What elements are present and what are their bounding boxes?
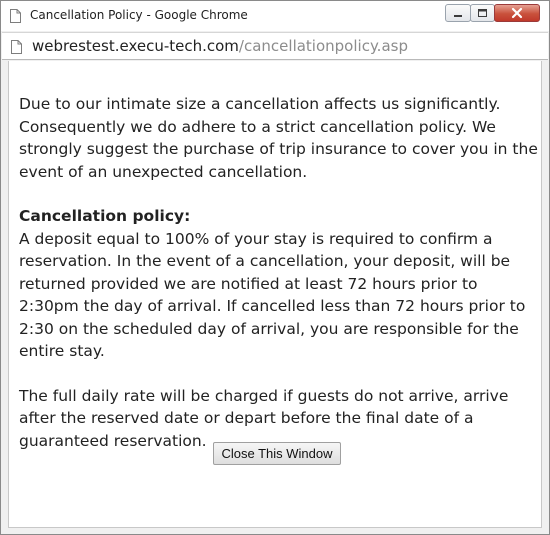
url-host: webrestest.execu-tech.com [32, 37, 239, 55]
address-bar[interactable] [2, 32, 548, 60]
page-icon [10, 8, 21, 22]
close-icon [495, 5, 539, 21]
url-path: /cancellationpolicy.asp [238, 37, 408, 55]
minimize-icon [446, 5, 470, 21]
policy-text-block [19, 93, 539, 452]
policy-heading: Cancellation policy: [19, 207, 191, 225]
url-text[interactable] [32, 37, 408, 55]
policy-paragraph: A deposit equal to 100% of your stay is required to confirm a reservation. In the event of a cancellation, your deposit, will be returned provided we are notified at least 72 hours prior to 2:30pm the day of arrival. If cancelled less than 72 hours prior to 2:30 on the scheduled day of arrival, you are responsible for the entire stay. [19, 229, 526, 360]
page-icon [11, 39, 22, 53]
close-window-button[interactable]: Close This Window [213, 442, 341, 465]
title-bar [1, 1, 549, 31]
maximize-button[interactable] [470, 4, 495, 22]
page-content [8, 61, 542, 528]
maximize-icon [471, 5, 494, 21]
minimize-button[interactable] [445, 4, 471, 22]
daily-rate-paragraph: The full daily rate will be charged if guests do not arrive, arrive after the reserved date or depart before the final date of a guaranteed reservation. [19, 386, 509, 450]
intro-paragraph: Due to our intimate size a cancellation affects us significantly. Consequently we do adhere to a strict cancellation policy. We strongly suggest the purchase of trip insurance to cover you in the event of an unexpected cancellation. [19, 95, 538, 181]
window-close-button[interactable] [494, 4, 540, 22]
window-title: Cancellation Policy - Google Chrome [30, 8, 248, 22]
